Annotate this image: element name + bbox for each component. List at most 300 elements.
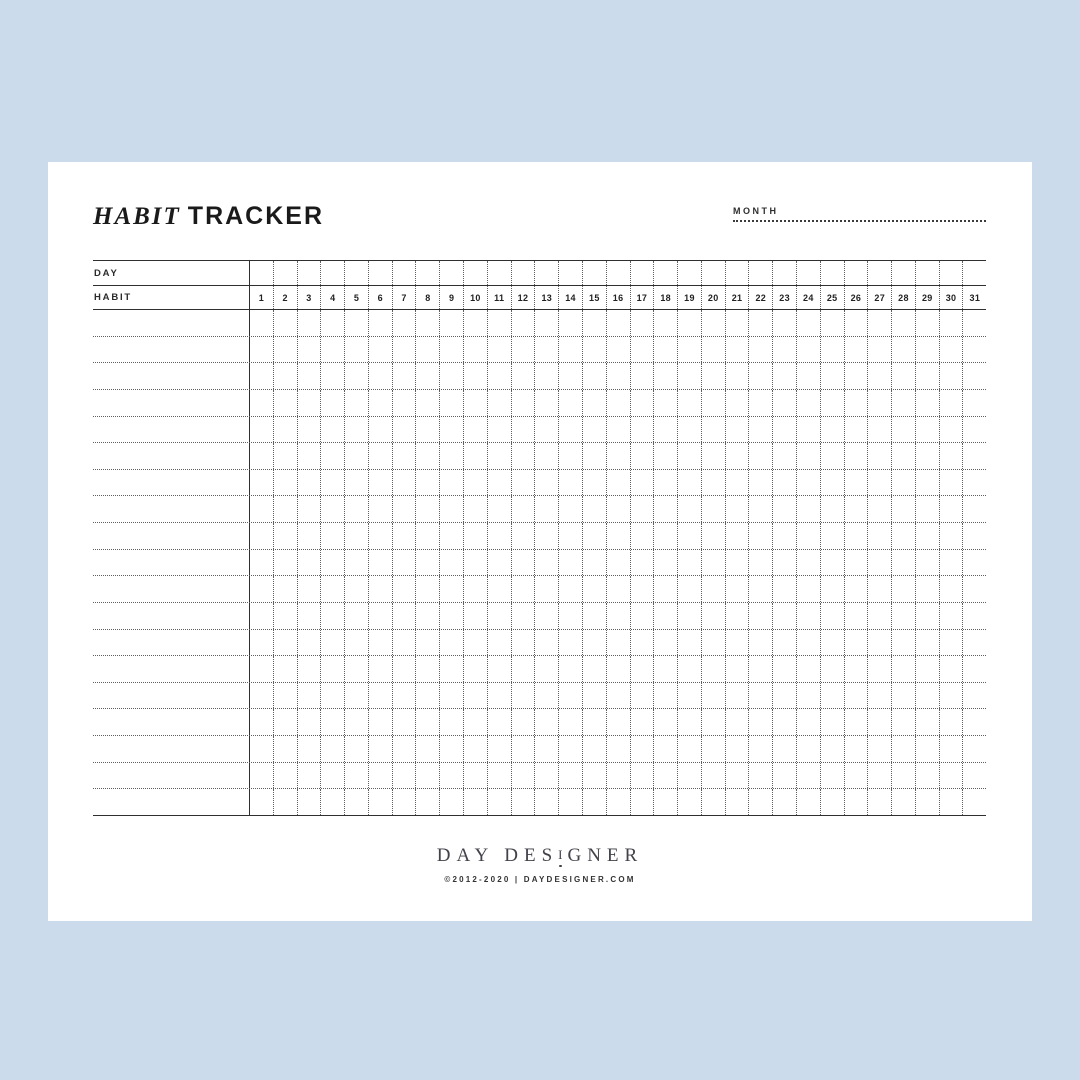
habit-day-cell <box>273 310 297 336</box>
habit-day-cell <box>344 576 368 602</box>
habit-day-cell <box>273 656 297 682</box>
day-blank-cell <box>534 261 558 285</box>
habit-day-cell <box>463 443 487 469</box>
habit-day-cell <box>772 576 796 602</box>
habit-day-cell <box>772 736 796 762</box>
habit-day-cell <box>939 789 963 815</box>
habit-day-cell <box>748 709 772 735</box>
habit-day-cell <box>606 310 630 336</box>
habit-day-cell <box>653 656 677 682</box>
habit-name-cell <box>93 550 250 576</box>
day-blank-cell <box>439 261 463 285</box>
habit-day-cell <box>653 683 677 709</box>
habit-day-cell <box>415 470 439 496</box>
habit-day-cell <box>582 630 606 656</box>
habit-day-cell <box>939 443 963 469</box>
habit-day-cell <box>487 736 511 762</box>
habit-day-cell <box>630 523 654 549</box>
day-blank-cell <box>344 261 368 285</box>
day-blank-cell <box>297 261 321 285</box>
habit-day-cell <box>748 337 772 363</box>
habit-day-cell <box>368 630 392 656</box>
habit-day-cell <box>867 417 891 443</box>
habit-day-cell <box>725 576 749 602</box>
habit-day-cell <box>677 603 701 629</box>
habit-day-cell <box>439 630 463 656</box>
habit-row-12 <box>93 603 986 630</box>
habit-day-cell <box>867 550 891 576</box>
habit-day-cell <box>392 603 416 629</box>
habit-day-cell <box>725 337 749 363</box>
habit-day-cell <box>653 763 677 789</box>
habit-day-cell <box>962 603 986 629</box>
habit-day-cell <box>297 656 321 682</box>
habit-day-cell <box>630 496 654 522</box>
habit-day-cell <box>250 656 273 682</box>
habit-day-cell <box>630 390 654 416</box>
habit-day-cell <box>368 443 392 469</box>
habit-day-cell <box>820 417 844 443</box>
title-tracker-word: TRACKER <box>187 202 325 230</box>
habit-day-cell <box>653 470 677 496</box>
printable-sheet <box>48 162 1032 921</box>
habit-day-cell <box>844 736 868 762</box>
day-blank-cell <box>606 261 630 285</box>
habit-day-cell <box>368 576 392 602</box>
habit-day-cell <box>962 417 986 443</box>
habit-day-cell <box>748 470 772 496</box>
habit-day-cell <box>891 763 915 789</box>
habit-day-cell <box>701 683 725 709</box>
habit-day-cell <box>772 789 796 815</box>
habit-day-cell <box>820 310 844 336</box>
habit-day-cell <box>415 523 439 549</box>
habit-row-10 <box>93 550 986 577</box>
habit-day-cell <box>511 709 535 735</box>
habit-day-cell <box>653 550 677 576</box>
habit-day-cell <box>962 337 986 363</box>
habit-day-cell <box>511 576 535 602</box>
habit-day-cell <box>867 630 891 656</box>
habit-day-cell <box>939 496 963 522</box>
habit-day-cell <box>463 417 487 443</box>
habit-day-cell <box>844 310 868 336</box>
habit-day-cell <box>630 550 654 576</box>
habit-day-cell <box>653 789 677 815</box>
habit-day-cell <box>796 683 820 709</box>
habit-day-cell <box>630 630 654 656</box>
day-blank-cell <box>582 261 606 285</box>
habit-day-cell <box>748 390 772 416</box>
habit-day-cell <box>415 656 439 682</box>
day-blank-cell <box>511 261 535 285</box>
habit-day-cell <box>891 630 915 656</box>
habit-day-cell <box>415 763 439 789</box>
habit-day-cell <box>939 470 963 496</box>
copyright-line: ©2012-2020 | DAYDESIGNER.COM <box>444 875 636 884</box>
habit-day-cell <box>273 523 297 549</box>
habit-day-cell <box>796 763 820 789</box>
habit-day-cell <box>867 470 891 496</box>
habit-day-cell <box>701 337 725 363</box>
habit-day-cell <box>867 443 891 469</box>
habit-day-cell <box>725 523 749 549</box>
habit-day-cell <box>558 709 582 735</box>
habit-day-cell <box>558 763 582 789</box>
habit-day-cell <box>844 363 868 389</box>
habit-day-cell <box>630 763 654 789</box>
habit-day-cell <box>725 736 749 762</box>
habit-day-cell <box>748 656 772 682</box>
habit-day-cell <box>511 310 535 336</box>
habit-day-cell <box>796 337 820 363</box>
habit-day-cell <box>606 550 630 576</box>
habit-day-cell <box>392 763 416 789</box>
habit-day-cell <box>772 470 796 496</box>
habit-day-cell <box>558 550 582 576</box>
habit-day-cell <box>796 550 820 576</box>
habit-day-cell <box>487 630 511 656</box>
habit-day-cells <box>250 656 986 682</box>
habit-day-cell <box>844 523 868 549</box>
habit-day-cell <box>844 763 868 789</box>
habit-day-cell <box>701 603 725 629</box>
habit-day-cell <box>772 496 796 522</box>
habit-name-cell <box>93 470 250 496</box>
habit-day-cell <box>320 683 344 709</box>
habit-row-16 <box>93 709 986 736</box>
day-number: 4 <box>320 286 344 309</box>
habit-day-cell <box>297 363 321 389</box>
habit-day-cell <box>250 603 273 629</box>
habit-day-cell <box>297 789 321 815</box>
habit-day-cell <box>415 550 439 576</box>
habit-day-cell <box>962 363 986 389</box>
habit-day-cell <box>725 443 749 469</box>
habit-day-cell <box>558 656 582 682</box>
habit-day-cell <box>677 390 701 416</box>
habit-day-cell <box>463 709 487 735</box>
habit-day-cell <box>582 470 606 496</box>
habit-day-cell <box>606 496 630 522</box>
habit-day-cell <box>891 337 915 363</box>
habit-day-cell <box>439 390 463 416</box>
habit-day-cell <box>297 709 321 735</box>
habit-day-cell <box>320 709 344 735</box>
title-habit-word: HABIT <box>93 203 181 230</box>
habit-tracker-table <box>93 260 986 816</box>
day-blank-cell <box>463 261 487 285</box>
habit-day-cell <box>297 683 321 709</box>
habit-day-cell <box>392 390 416 416</box>
day-number: 6 <box>368 286 392 309</box>
habit-day-cell <box>844 496 868 522</box>
day-blank-cell <box>772 261 796 285</box>
habit-day-cell <box>844 603 868 629</box>
habit-day-cell <box>630 363 654 389</box>
habit-day-cell <box>534 630 558 656</box>
habit-day-cell <box>415 417 439 443</box>
habit-day-cell <box>582 443 606 469</box>
habit-day-cell <box>891 363 915 389</box>
day-blank-cell <box>867 261 891 285</box>
habit-day-cells <box>250 417 986 443</box>
habit-day-cells <box>250 550 986 576</box>
habit-day-cell <box>558 736 582 762</box>
habit-day-cell <box>582 576 606 602</box>
habit-day-cell <box>677 337 701 363</box>
habit-day-cell <box>344 470 368 496</box>
habit-day-cell <box>962 709 986 735</box>
habit-day-cell <box>439 603 463 629</box>
habit-row-4 <box>93 390 986 417</box>
habit-day-cell <box>439 709 463 735</box>
habit-name-cell <box>93 630 250 656</box>
habit-day-cell <box>511 630 535 656</box>
day-blank-cell <box>558 261 582 285</box>
habit-day-cell <box>534 337 558 363</box>
habit-day-cell <box>368 523 392 549</box>
day-number: 15 <box>582 286 606 309</box>
habit-day-cell <box>463 789 487 815</box>
habit-day-cell <box>534 363 558 389</box>
day-blank-cell <box>891 261 915 285</box>
habit-day-cell <box>820 470 844 496</box>
habit-day-cell <box>415 630 439 656</box>
habit-day-cell <box>844 656 868 682</box>
habit-day-cell <box>606 656 630 682</box>
habit-day-cell <box>320 310 344 336</box>
habit-day-cell <box>915 496 939 522</box>
habit-day-cell <box>653 709 677 735</box>
habit-day-cell <box>915 656 939 682</box>
habit-day-cell <box>915 709 939 735</box>
habit-day-cell <box>725 496 749 522</box>
habit-day-cell <box>701 656 725 682</box>
habit-day-cell <box>891 683 915 709</box>
habit-day-cell <box>487 709 511 735</box>
habit-day-cell <box>701 736 725 762</box>
habit-day-cell <box>273 709 297 735</box>
habit-day-cell <box>748 576 772 602</box>
habit-day-cell <box>915 550 939 576</box>
day-number: 14 <box>558 286 582 309</box>
habit-day-cell <box>392 523 416 549</box>
day-blank-cell <box>962 261 986 285</box>
habit-day-cell <box>344 656 368 682</box>
month-field <box>733 206 986 222</box>
habit-day-cell <box>701 523 725 549</box>
habit-day-cell <box>273 496 297 522</box>
habit-day-cell <box>939 656 963 682</box>
habit-name-cell <box>93 496 250 522</box>
habit-day-cell <box>534 763 558 789</box>
day-blank-cell <box>677 261 701 285</box>
habit-day-cells <box>250 789 986 815</box>
habit-day-cell <box>867 576 891 602</box>
habit-day-cell <box>582 789 606 815</box>
habit-day-cell <box>250 736 273 762</box>
habit-day-cell <box>487 576 511 602</box>
habit-day-cell <box>915 603 939 629</box>
habit-day-cell <box>487 363 511 389</box>
habit-day-cell <box>558 310 582 336</box>
day-blank-cell <box>487 261 511 285</box>
habit-day-cell <box>297 390 321 416</box>
habit-day-cell <box>320 603 344 629</box>
day-blank-cell <box>392 261 416 285</box>
habit-day-cell <box>439 417 463 443</box>
habit-day-cell <box>297 630 321 656</box>
habit-day-cell <box>820 709 844 735</box>
habit-day-cell <box>320 550 344 576</box>
habit-day-cells <box>250 683 986 709</box>
day-number: 23 <box>772 286 796 309</box>
habit-day-cell <box>273 630 297 656</box>
day-number: 1 <box>258 292 265 303</box>
habit-row-18 <box>93 763 986 790</box>
habit-day-cell <box>463 683 487 709</box>
habit-name-cell <box>93 683 250 709</box>
habit-day-cell <box>962 630 986 656</box>
habit-day-cell <box>630 709 654 735</box>
habit-day-cell <box>392 417 416 443</box>
habit-day-cell <box>677 496 701 522</box>
habit-day-cell <box>677 763 701 789</box>
habit-day-cell <box>439 789 463 815</box>
habit-day-cell <box>273 736 297 762</box>
habit-day-cell <box>582 363 606 389</box>
habit-day-cell <box>748 550 772 576</box>
habit-day-cell <box>250 496 273 522</box>
habit-day-cell <box>582 310 606 336</box>
habit-day-cell <box>725 630 749 656</box>
habit-day-cell <box>820 603 844 629</box>
habit-day-cell <box>701 363 725 389</box>
habit-day-cell <box>891 310 915 336</box>
habit-day-cell <box>867 523 891 549</box>
habit-row-17 <box>93 736 986 763</box>
habit-day-cell <box>511 363 535 389</box>
habit-day-cell <box>748 310 772 336</box>
habit-day-cell <box>415 310 439 336</box>
habit-row-3 <box>93 363 986 390</box>
habit-day-cell <box>796 656 820 682</box>
habit-day-cells <box>250 390 986 416</box>
habit-day-cell <box>320 363 344 389</box>
day-blank-cell <box>250 261 273 285</box>
habit-day-cell <box>962 789 986 815</box>
habit-day-cell <box>368 390 392 416</box>
habit-day-cell <box>915 363 939 389</box>
habit-day-cell <box>582 736 606 762</box>
habit-day-cell <box>487 550 511 576</box>
habit-day-cell <box>820 390 844 416</box>
habit-day-cell <box>606 683 630 709</box>
day-number: 7 <box>392 286 416 309</box>
habit-day-cell <box>939 576 963 602</box>
habit-day-cell <box>630 603 654 629</box>
habit-day-cell <box>368 763 392 789</box>
day-number: 21 <box>725 286 749 309</box>
habit-day-cell <box>653 443 677 469</box>
habit-day-cell <box>677 417 701 443</box>
habit-day-cell <box>439 363 463 389</box>
habit-day-cell <box>915 683 939 709</box>
habit-day-cells <box>250 443 986 469</box>
habit-day-cell <box>891 470 915 496</box>
habit-day-cell <box>534 550 558 576</box>
habit-name-cell <box>93 523 250 549</box>
habit-day-cell <box>939 683 963 709</box>
habit-day-cell <box>820 763 844 789</box>
habit-day-cell <box>701 496 725 522</box>
habit-day-cell <box>415 709 439 735</box>
habit-day-cell <box>820 683 844 709</box>
habit-day-cell <box>582 603 606 629</box>
habit-day-cell <box>701 576 725 602</box>
habit-day-cell <box>463 630 487 656</box>
habit-day-cell <box>844 390 868 416</box>
habit-day-cell <box>630 417 654 443</box>
habit-day-cell <box>677 576 701 602</box>
habit-day-cell <box>297 736 321 762</box>
habit-day-cell <box>487 656 511 682</box>
habit-day-cell <box>915 576 939 602</box>
habit-day-cell <box>962 550 986 576</box>
habit-day-cell <box>439 496 463 522</box>
habit-row-6 <box>93 443 986 470</box>
habit-day-cell <box>320 789 344 815</box>
habit-day-cell <box>653 390 677 416</box>
habit-day-cells <box>250 363 986 389</box>
habit-day-cells <box>250 337 986 363</box>
habit-day-cell <box>320 576 344 602</box>
habit-day-cell <box>962 470 986 496</box>
habit-day-cell <box>250 576 273 602</box>
habit-day-cell <box>820 443 844 469</box>
habit-day-cell <box>511 337 535 363</box>
habit-day-cell <box>534 523 558 549</box>
habit-day-cell <box>891 603 915 629</box>
habit-day-cell <box>511 523 535 549</box>
habit-day-cell <box>415 789 439 815</box>
habit-day-cell <box>891 390 915 416</box>
habit-day-cell <box>891 443 915 469</box>
habit-day-cell <box>250 683 273 709</box>
habit-row-2 <box>93 337 986 364</box>
habit-day-cell <box>392 736 416 762</box>
habit-day-cell <box>368 470 392 496</box>
logo-text-pre: DAY DES <box>436 845 559 866</box>
habit-day-cell <box>250 337 273 363</box>
habit-day-cell <box>558 789 582 815</box>
habit-day-cell <box>677 550 701 576</box>
habit-day-cell <box>558 603 582 629</box>
habit-day-cell <box>320 496 344 522</box>
habit-day-cell <box>487 390 511 416</box>
habit-day-cell <box>534 310 558 336</box>
habit-day-cell <box>677 523 701 549</box>
habit-day-cell <box>439 576 463 602</box>
habit-day-cell <box>844 789 868 815</box>
habit-day-cell <box>796 390 820 416</box>
habit-day-cell <box>630 337 654 363</box>
habit-day-cell <box>725 363 749 389</box>
habit-day-cells <box>250 763 986 789</box>
habit-day-cell <box>487 603 511 629</box>
habit-day-cell <box>320 337 344 363</box>
